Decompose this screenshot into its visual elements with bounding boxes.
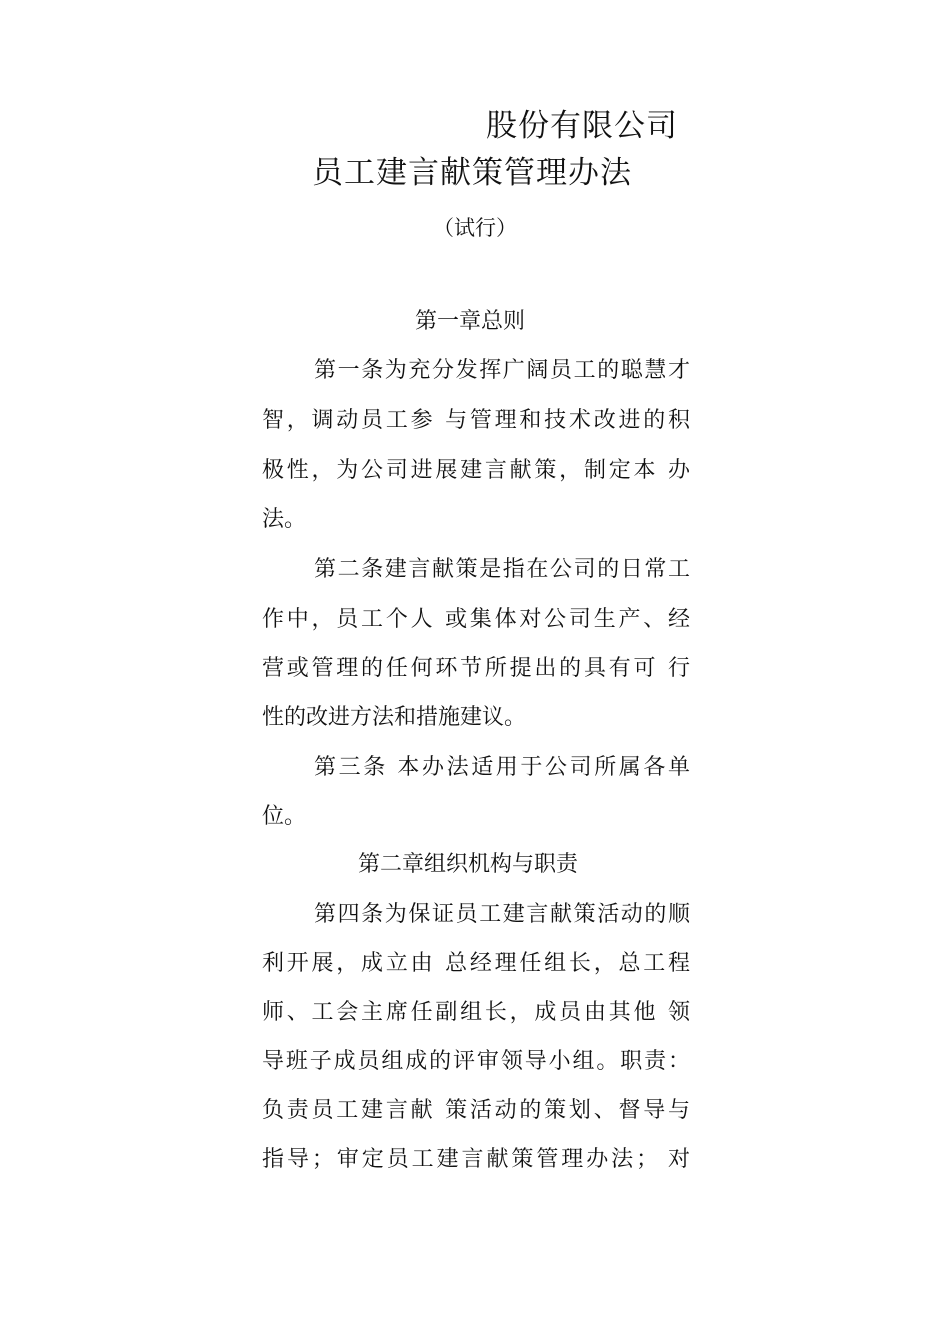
chapter-1-heading: 第一章总则 — [415, 309, 526, 334]
chapter-2-heading: 第二章组织机构与职责 — [358, 852, 579, 877]
article-2-line: 作中，员工个人 或集体对公司生产、经 — [262, 607, 690, 632]
article-4-line: 指导；审定员工建言献策管理办法； 对 — [262, 1147, 690, 1172]
article-4-line: 利开展，成立由 总经理任组长，总工程 — [262, 951, 690, 976]
company-name: 股份有限公司 — [486, 108, 678, 144]
article-2-line: 性的改进方法和措施建议。 — [262, 705, 527, 730]
article-1-line: 法。 — [262, 507, 307, 532]
article-1-line: 极性，为公司进展建言献策，制定本 办 — [262, 458, 690, 483]
article-3-line: 位。 — [262, 804, 307, 829]
document-title: 员工建言献策管理办法 — [312, 155, 632, 191]
article-4-line: 师、工会主席任副组长，成员由其他 领 — [262, 1000, 690, 1025]
article-1-line: 智，调动员工参 与管理和技术改进的积 — [262, 408, 690, 433]
article-1-line: 第一条为充分发挥广阔员工的聪慧才 — [314, 358, 690, 383]
article-4-line: 第四条为保证员工建言献策活动的顺 — [314, 902, 690, 927]
article-2-line: 营或管理的任何环节所提出的具有可 行 — [262, 656, 690, 681]
article-4-line: 负责员工建言献 策活动的策划、督导与 — [262, 1098, 690, 1123]
article-4-line: 导班子成员组成的评审领导小组。职责： — [262, 1049, 690, 1074]
article-3-line: 第三条 本办法适用于公司所属各单 — [314, 755, 690, 780]
article-2-line: 第二条建言献策是指在公司的日常工 — [314, 557, 690, 582]
document-subtitle: （试行） — [433, 216, 517, 240]
